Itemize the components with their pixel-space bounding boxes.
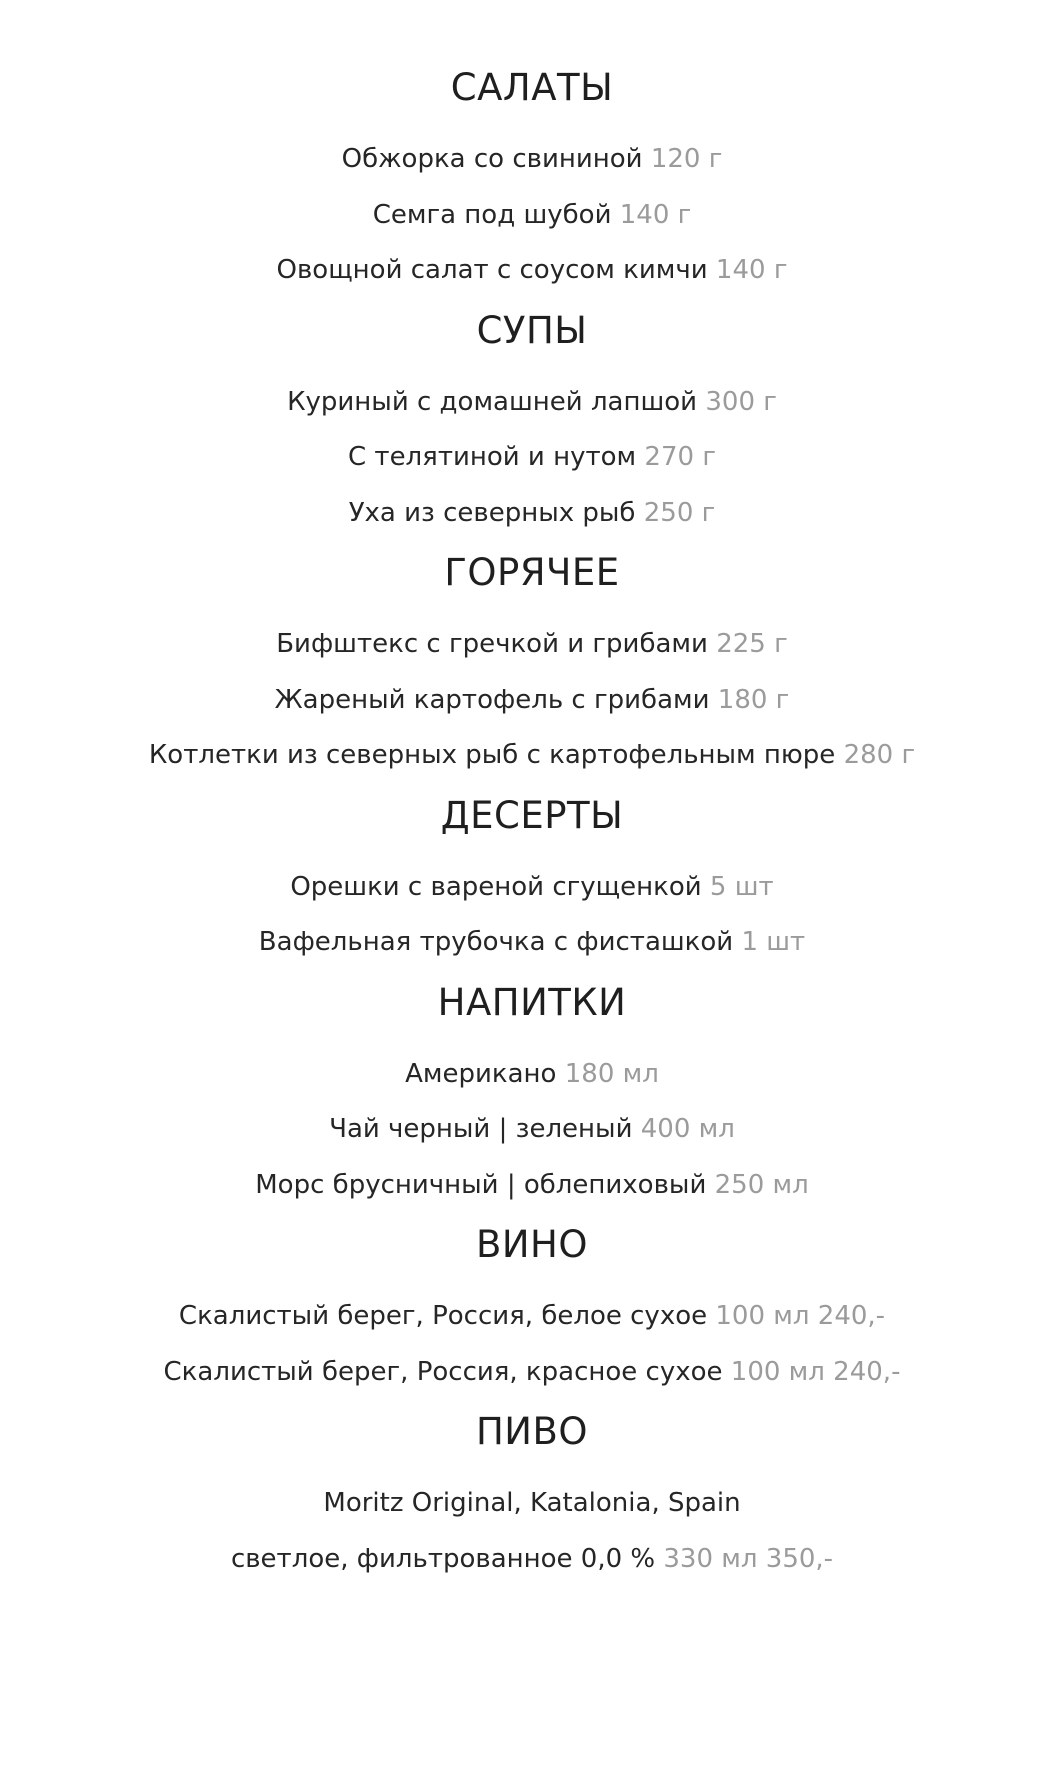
menu-item xyxy=(0,1289,1064,1345)
item-name: Морс брусничный | облепиховый xyxy=(255,1169,707,1200)
menu-section-desserts xyxy=(0,784,1064,971)
section-title: ПИВО xyxy=(475,1410,588,1453)
item-quantity: 140 г xyxy=(715,255,788,285)
item-list xyxy=(0,605,1064,784)
menu-item xyxy=(0,617,1064,673)
item-name: Орешки с вареной сгущенкой xyxy=(290,871,702,902)
section-title: СУПЫ xyxy=(476,308,588,352)
section-title: ВИНО xyxy=(475,1223,588,1266)
menu-item xyxy=(0,132,1064,188)
menu-item xyxy=(0,243,1064,299)
item-name: Скалистый берег, Россия, красное сухое xyxy=(163,1356,723,1387)
item-name: Американо xyxy=(405,1058,557,1089)
item-quantity: 140 г xyxy=(619,199,692,230)
item-quantity: 300 г xyxy=(705,386,777,417)
item-name: Семга под шубой xyxy=(372,199,612,230)
item-quantity: 180 г xyxy=(717,684,790,715)
item-list xyxy=(0,848,1064,971)
item-quantity: 1 шт xyxy=(741,927,806,957)
item-name: Жареный картофель с грибами xyxy=(274,684,710,715)
menu-section-wine xyxy=(0,1213,1064,1400)
menu-section-drinks xyxy=(0,971,1064,1214)
item-name: С телятиной и нутом xyxy=(348,442,637,472)
item-list xyxy=(0,120,1064,299)
menu-item xyxy=(0,188,1064,244)
menu xyxy=(0,56,1064,1587)
item-list xyxy=(0,1277,1064,1400)
item-list xyxy=(0,1464,1064,1587)
menu-item xyxy=(0,1158,1064,1214)
menu-item xyxy=(0,1532,1064,1588)
item-price: 240,- xyxy=(833,1356,901,1387)
item-quantity: 250 г xyxy=(643,497,716,528)
menu-item xyxy=(0,673,1064,729)
section-title: САЛАТЫ xyxy=(450,66,614,109)
menu-item xyxy=(0,915,1064,971)
item-price: 350,- xyxy=(765,1543,834,1574)
item-quantity: 270 г xyxy=(644,442,716,472)
menu-item xyxy=(0,486,1064,542)
menu-section-salads xyxy=(0,56,1064,299)
item-list xyxy=(0,1035,1064,1214)
item-quantity: 180 мл xyxy=(564,1058,659,1089)
item-name: светлое, фильтрованное 0,0 % xyxy=(230,1543,656,1574)
item-name: Бифштекс с гречкой и грибами xyxy=(276,629,708,659)
menu-item xyxy=(0,1102,1064,1158)
menu-item xyxy=(0,728,1064,784)
item-name: Вафельная трубочка с фисташкой xyxy=(258,927,734,957)
section-title: ДЕСЕРТЫ xyxy=(440,793,624,837)
item-quantity: 225 г xyxy=(716,629,788,659)
menu-item xyxy=(0,860,1064,916)
menu-item xyxy=(0,1476,1064,1532)
item-name: Moritz Original, Katalonia, Spain xyxy=(323,1488,741,1518)
item-quantity: 400 мл xyxy=(640,1114,735,1144)
menu-item xyxy=(0,430,1064,486)
item-quantity: 280 г xyxy=(843,740,916,770)
menu-item xyxy=(0,375,1064,431)
menu-section-hot xyxy=(0,541,1064,784)
menu-item xyxy=(0,1345,1064,1401)
item-quantity: 5 шт xyxy=(709,871,774,902)
item-quantity: 330 мл xyxy=(663,1543,758,1574)
item-quantity: 100 мл xyxy=(715,1301,810,1331)
menu-section-soups xyxy=(0,299,1064,542)
item-name: Котлетки из северных рыб с картофельным пюре xyxy=(148,740,836,770)
item-name: Куриный с домашней лапшой xyxy=(287,386,698,417)
item-quantity: 100 мл xyxy=(730,1356,825,1387)
item-name: Скалистый берег, Россия, белое сухое xyxy=(178,1301,708,1331)
section-title: НАПИТКИ xyxy=(437,980,627,1024)
item-name: Обжорка со свининой xyxy=(341,144,643,174)
item-name: Овощной салат с соусом кимчи xyxy=(276,255,708,285)
item-price: 240,- xyxy=(817,1301,886,1331)
item-name: Чай черный | зеленый xyxy=(329,1114,633,1144)
item-quantity: 250 мл xyxy=(714,1169,809,1200)
item-list xyxy=(0,363,1064,542)
menu-item xyxy=(0,1047,1064,1103)
section-title: ГОРЯЧЕЕ xyxy=(444,551,620,594)
menu-section-beer xyxy=(0,1400,1064,1587)
item-name: Уха из северных рыб xyxy=(348,497,636,528)
item-quantity: 120 г xyxy=(650,144,723,174)
